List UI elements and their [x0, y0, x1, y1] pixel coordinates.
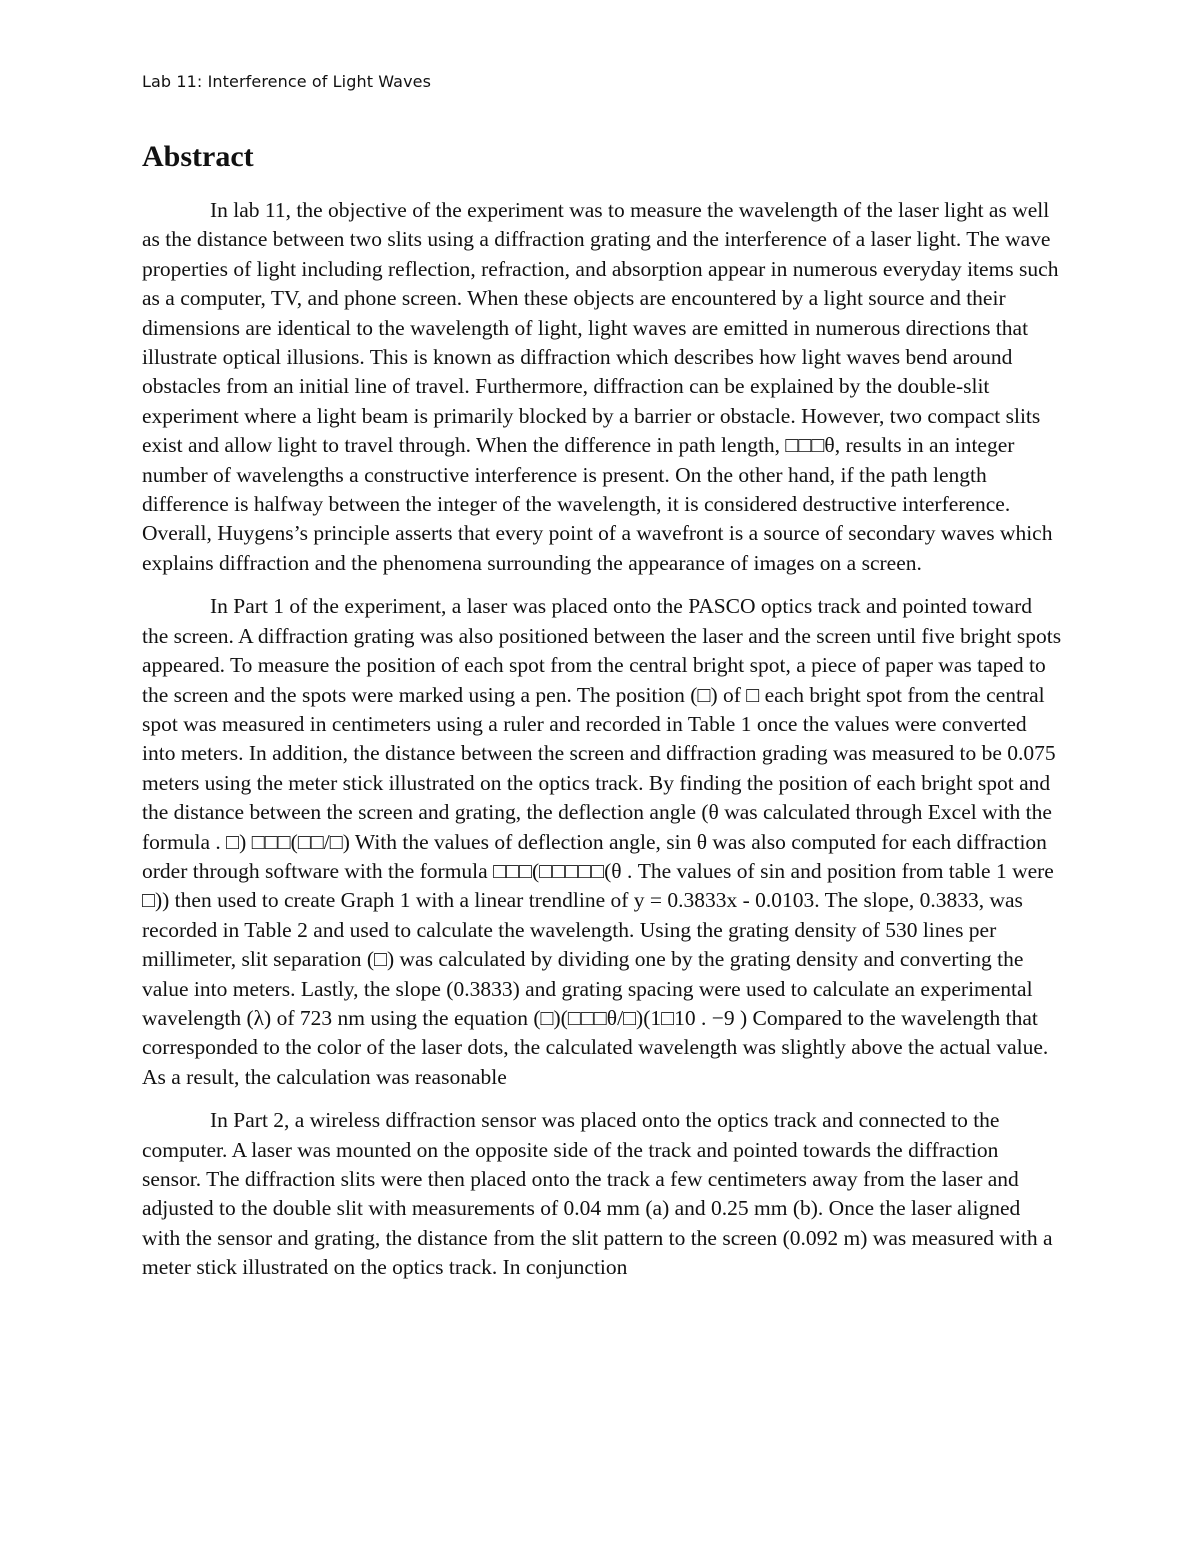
running-header: Lab 11: Interference of Light Waves: [142, 72, 432, 91]
paragraph-intro: In lab 11, the objective of the experiment was to measure the wavelength of the laser light as well as the distance between two slits using a diffraction grating and the interference of a laser light. The wave properties of light including reflection, refraction, and absorption appear in numerous everyday items such as a computer, TV, and phone screen. When these objects are encountered by a light source and their dimensions are identical to the wavelength of light, light waves are emitted in numerous directions that illustrate optical illusions. This is known as diffraction which describes how light waves bend around obstacles from an initial line of travel. Furthermore, diffraction can be explained by the double-slit experiment where a light beam is primarily blocked by a barrier or obstacle. However, two compact slits exist and allow light to travel through. When the difference in path length, □□□θ, results in an integer number of wavelengths a constructive interference is present. On the other hand, if the path length difference is halfway between the integer of the wavelength, it is considered destructive interference. Overall, Huygens’s principle asserts that every point of a wavefront is a source of secondary waves which explains diffraction and the phenomena surrounding the appearance of images on a screen.: [142, 198, 1059, 575]
section-heading-abstract: Abstract: [142, 140, 254, 173]
paragraph-part-1: In Part 1 of the experiment, a laser was placed onto the PASCO optics track and pointed toward the screen. A diffraction grating was also positioned between the laser and the screen until five bright spots appeared. To measure the position of each spot from the central bright spot, a piece of paper was taped to the screen and the spots were marked using a pen. The position (□) of □ each bright spot from the central spot was measured in centimeters using a ruler and recorded in Table 1 once the values were converted into meters. In addition, the distance between the screen and diffraction grading was measured to be 0.075 meters using the meter stick illustrated on the optics track. By finding the position of each bright spot and the distance between the screen and grating, the deflection angle (θ was calculated through Excel with the formula . □) □□□(□□/□) With the values of deflection angle, sin θ was also computed for each diffraction order through software with the formula □□□(□□□□□(θ . The values of sin and position from table 1 were □)) then used to create Graph 1 with a linear trendline of y = 0.3833x - 0.0103. The slope, 0.3833, was recorded in Table 2 and used to calculate the wavelength. Using the grating density of 530 lines per millimeter, slit separation (□) was calculated by dividing one by the grating density and converting the value into meters. Lastly, the slope (0.3833) and grating spacing were used to calculate an experimental wavelength (λ) of 723 nm using the equation (□)(□□□θ/□)(1□10 . −9 ) Compared to the wavelength that corresponded to the color of the laser dots, the calculated wavelength was slightly above the actual value. As a result, the calculation was reasonable: [142, 594, 1062, 1089]
abstract-body: [142, 196, 1062, 1297]
paragraph-part-2: In Part 2, a wireless diffraction sensor was placed onto the optics track and connected to the computer. A laser was mounted on the opposite side of the track and pointed towards the diffraction sensor. The diffraction slits were then placed onto the track a few centimeters away from the laser and adjusted to the double slit with measurements of 0.04 mm (a) and 0.25 mm (b). Once the laser aligned with the sensor and grating, the distance from the slit pattern to the screen (0.092 m) was measured with a meter stick illustrated on the optics track. In conjunction: [142, 1108, 1053, 1280]
